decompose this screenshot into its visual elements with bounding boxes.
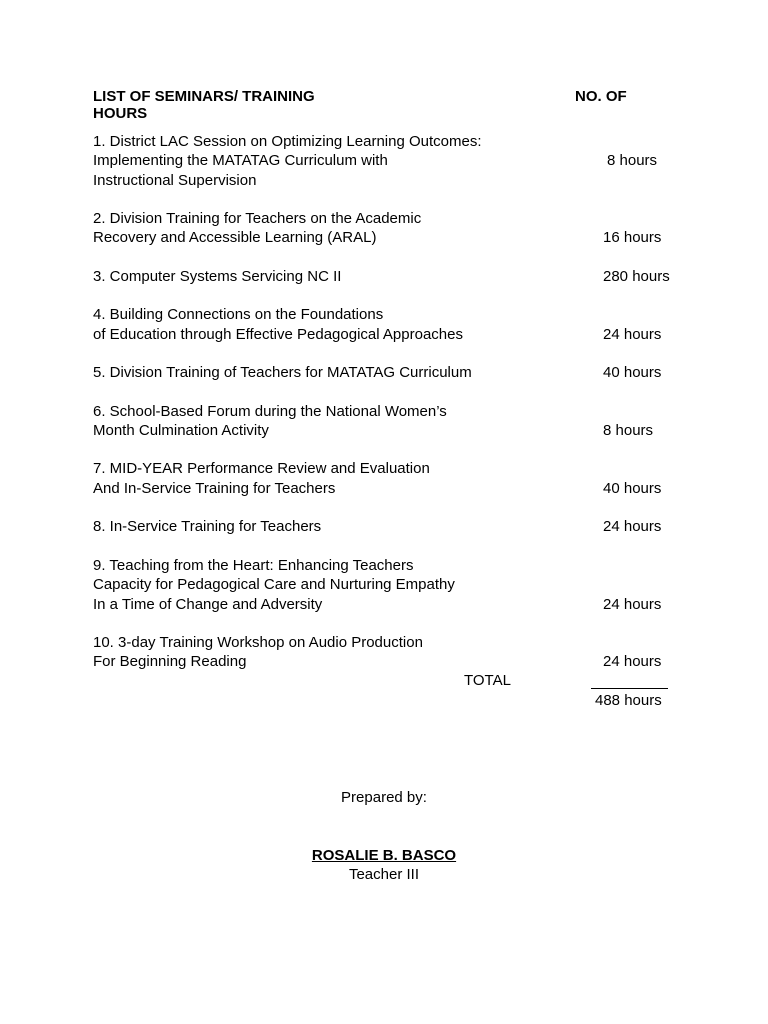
training-title-line: For Beginning Reading xyxy=(93,653,247,670)
training-hours: 280 hours xyxy=(603,268,670,285)
total-rule xyxy=(591,688,668,689)
training-title-line: 3. Computer Systems Servicing NC II xyxy=(93,268,342,285)
training-hours: 16 hours xyxy=(603,229,662,246)
signatory-name-row xyxy=(0,846,768,865)
training-title-line: 6. School-Based Forum during the National Women’s xyxy=(93,403,447,420)
training-hours: 8 hours xyxy=(603,422,654,439)
training-hours: 24 hours xyxy=(603,326,662,343)
training-title-line: Month Culmination Activity xyxy=(93,422,269,439)
training-title-line: 2. Division Training for Teachers on the Academic xyxy=(93,210,422,227)
prepared-by-label: Prepared by: xyxy=(341,789,427,806)
training-title-line: 9. Teaching from the Heart: Enhancing Teachers xyxy=(93,557,414,574)
training-title-line: 5. Division Training of Teachers for MATATAG Curriculum xyxy=(93,364,472,381)
training-hours: 24 hours xyxy=(603,596,662,613)
training-hours: 24 hours xyxy=(603,653,662,670)
training-title-line: Implementing the MATATAG Curriculum with xyxy=(93,152,388,169)
training-title-line: Capacity for Pedagogical Care and Nurturing Empathy xyxy=(93,576,455,593)
training-title-line: In a Time of Change and Adversity xyxy=(93,596,323,613)
training-title-line: 4. Building Connections on the Foundations xyxy=(93,306,384,323)
training-title-line: 10. 3-day Training Workshop on Audio Production xyxy=(93,634,423,651)
training-title-line: 7. MID-YEAR Performance Review and Evaluation xyxy=(93,460,430,477)
list-heading: LIST OF SEMINARS/ TRAINING xyxy=(93,88,315,105)
training-title-line: of Education through Effective Pedagogical Approaches xyxy=(93,326,463,343)
total-hours: 488 hours xyxy=(595,692,662,709)
signatory-name: ROSALIE B. BASCO xyxy=(311,847,457,864)
total-label: TOTAL xyxy=(464,672,511,689)
hours-column-heading: NO. OF xyxy=(575,88,627,105)
training-hours: 8 hours xyxy=(607,152,658,169)
training-hours: 40 hours xyxy=(603,364,662,381)
training-hours: 40 hours xyxy=(603,480,662,497)
training-title-line: Instructional Supervision xyxy=(93,172,257,189)
training-hours: 24 hours xyxy=(603,518,662,535)
training-title-line: 8. In-Service Training for Teachers xyxy=(93,518,322,535)
signatory-position: Teacher III xyxy=(348,866,420,883)
list-heading-continued: HOURS xyxy=(93,105,148,122)
training-title-line: Recovery and Accessible Learning (ARAL) xyxy=(93,229,377,246)
training-title-line: 1. District LAC Session on Optimizing Learning Outcomes: xyxy=(93,133,482,150)
training-title-line: And In-Service Training for Teachers xyxy=(93,480,336,497)
